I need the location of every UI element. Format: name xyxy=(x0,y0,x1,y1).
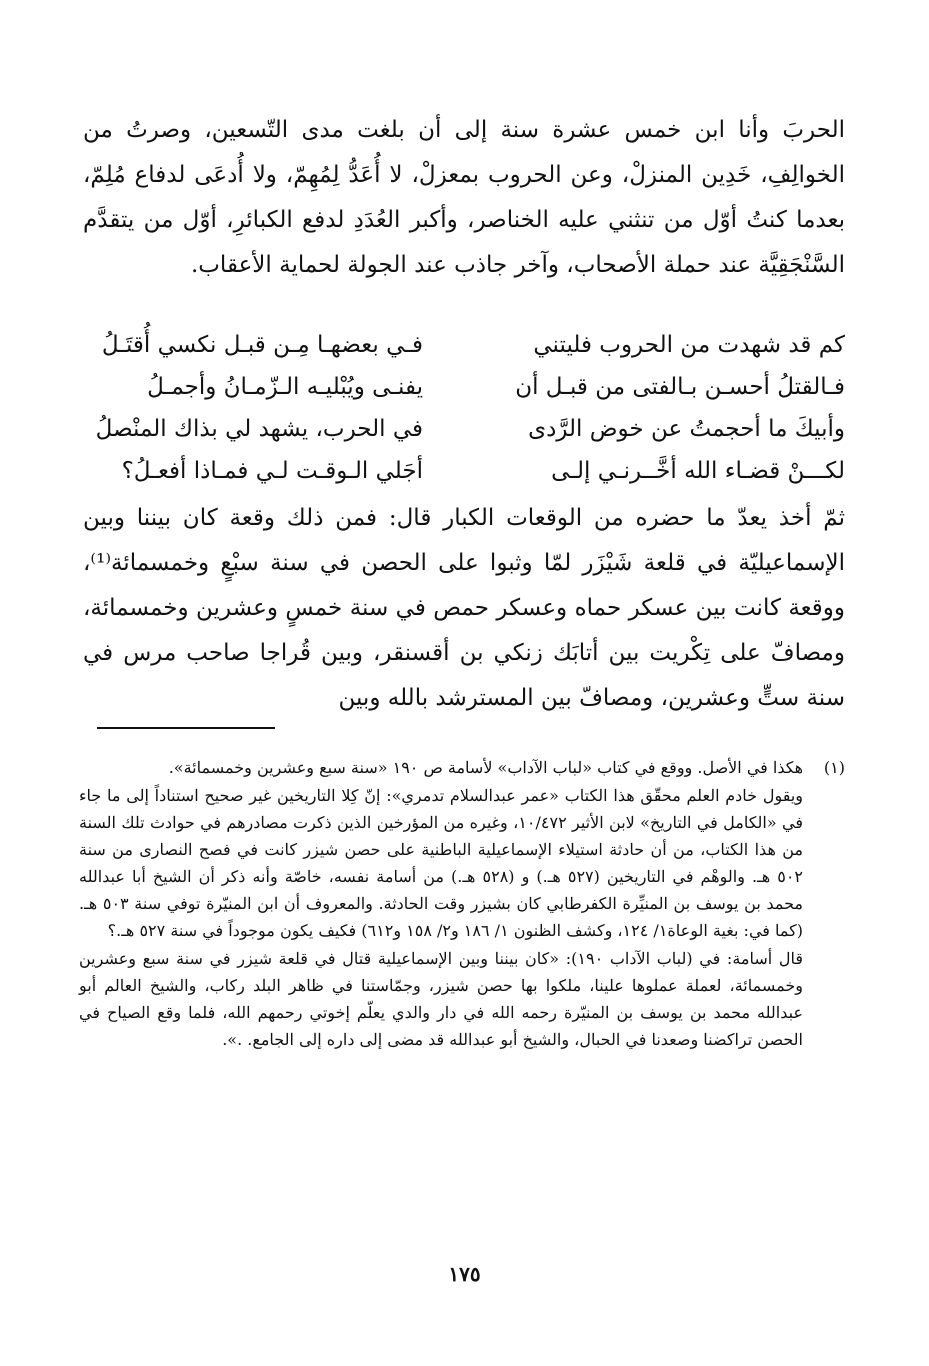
footnote-paragraph: قال أسامة: في (لباب الآداب ١٩٠): «كان بيننا وبين الإسماعيلية قتال في قلعة شيزر في سنة سبع وعشرين وخمسمائة، لعملة عملوها علينا، ملكوا بها حصن شيزر، وجمّاستنا في ظاهر البلد ركاب، والشيخ العالم أبو عبدالله محمد بن يوسف بن المنيّرة رحمه الله في دار والدي يعلّم إخوتي رحمهم الله، فلما وقع الصياح في الحصن تراكضنا وصعدنا في الحبال، والشيخ أبو عبدالله قد مضى إلى داره إلى الجامع. .». xyxy=(79,949,804,1049)
body-paragraph: الحربَ وأنا ابن خمس عشرة سنة إلى أن بلغت مدى التّسعين، وصرتُ من الخوالِفِ، خَدِين المنزلْ، وعن الحروب بمعزلْ، لا أُعَدُّ لِمُهِمّ، ولا أُدعَى لدفاع مُلِمّ، بعدما كنتُ أوّل من تنثني عليه الخناصر، وأكبر العُدَدِ لدفع الكبائرِ، أوّل من يتقدَّم السَّنْجَقِيَّة عند حملة الأصحاب، وآخر جاذب عند الجولة لحماية الأعقاب. xyxy=(83,117,845,278)
footnote xyxy=(79,754,845,1053)
verse-line xyxy=(83,366,845,408)
verse-line xyxy=(83,450,845,492)
verse-second-hemistich: يفنـى ويُبْليـه الـزّمـانُ وأجمـلُ xyxy=(147,374,423,400)
verse-first-hemistich: وأبيكَ ما أحجمتُ عن خوض الرَّدى xyxy=(528,416,845,442)
verse-second-hemistich: في الحرب، يشهد لي بذاك المنْصلُ xyxy=(95,416,423,442)
footnote-divider xyxy=(97,727,275,729)
poem-verses xyxy=(83,324,845,492)
page-number: ١٧٥ xyxy=(448,1262,481,1286)
footnote-paragraph: ويقول خادم العلم محقّق هذا الكتاب «عمر عبدالسلام تدمري»: إنّ كِلا التاريخين غير صحيح استناداً إلى ما جاء في «الكامل في التاريخ» لابن الأثير ١٠/٤٧٢، وغيره من المؤرخين الذين ذكرت مصادرهم في حوادث تلك السنة من هذا الكتاب، من أن حادثة استيلاء الإسماعيلية الباطنية على حصن شيزر كانت في فصح النصارى من سنة ٥٠٢ هـ. والوهْم في التاريخين (٥٢٧ هـ.) و (٥٢٨ هـ.) من أسامة نفسه، خاصّة وأنه ذكر أن الشيخ أبا عبدالله محمد بن يوسف بن المنيِّرة الكفرطابي كان بشيزر وقت الحادثة. والمعروف أن ابن المنيّرة توفي سنة ٥٠٣ هـ. (كما في: بغية الوعاة١/ ١٢٤، وكشف الظنون ١/ ١٨٦ و٢/ ١٥٨ و٦١٢) فكيف يكون موجوداً في سنة ٥٢٧ هـ.؟ xyxy=(79,786,804,940)
footnote-paragraph: هكذا في الأصل. ووقع في كتاب «لباب الآداب» لأسامة ص ١٩٠ «سنة سبع وعشرين وخمسمائة». xyxy=(168,758,803,777)
verse-first-hemistich: لكـــنْ قضـاء الله أخَّــرنـي إلـى xyxy=(551,458,845,484)
footnote-marker: (١) xyxy=(823,758,845,777)
verse-first-hemistich: كم قد شهدت من الحروب فليتني xyxy=(533,332,845,358)
verse-second-hemistich: أجَلي الـوقـت لـي فمـاذا أفعـلُ؟ xyxy=(121,458,423,484)
footnote-body xyxy=(79,754,803,1053)
body-paragraph: ثمّ أخذ يعدّ ما حضره من الوقعات الكبار قال: فمن ذلك وقعة كان بيننا وبين الإسماعيليّة في قلعة شَيْزَر لمّا وثبوا على الحصن في سنة سبْعٍ وخمسمائة⁽¹⁾، ووقعة كانت بين عسكر حماه وعسكر حمص في سنة خمسٍ وعشرين وخمسمائة، ومصافّ على تِكْريت بين أتابَك زنكي بن أقسنقر، وبين قُراجا صاحب مرس في سنة ستٍّ وعشرين، ومصافّ بين المسترشد بالله وبين xyxy=(83,505,845,711)
verse-second-hemistich: فـي بعضهـا مِـن قبـل نكسي أُقتَـلُ xyxy=(101,332,423,358)
footnotes xyxy=(79,754,845,1053)
verse-line xyxy=(83,324,845,366)
verse-first-hemistich: فـالقتلُ أحسـن بـالفتى من قبـل أن xyxy=(515,374,845,400)
verse-line xyxy=(83,408,845,450)
